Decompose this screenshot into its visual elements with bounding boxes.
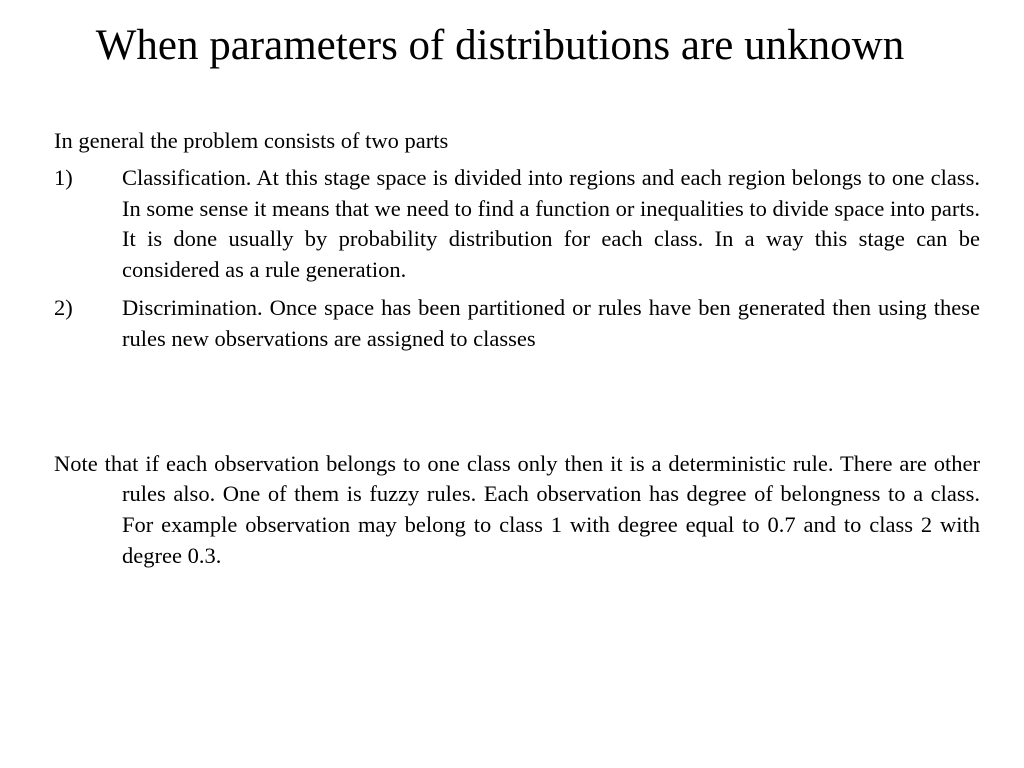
slide-title: When parameters of distributions are unknown (95, 22, 905, 69)
slide-body (54, 126, 980, 572)
list-item-text: Classification. At this stage space is divided into regions and each region belongs to one class. In some sense it means that we need to find a function or inequalities to divide space into parts. It is done usually by probability distribution for each class. In a way this stage can be considered as a rule generation. (122, 164, 980, 283)
list-item-number: 2) (54, 294, 73, 320)
list-item-text: Discrimination. Once space has been partitioned or rules have ben generated then using these rules new observations are assigned to classes (122, 294, 980, 351)
intro-paragraph: In general the problem consists of two parts (54, 128, 449, 153)
list-item-discrimination (54, 293, 980, 355)
list-item-number: 1) (54, 164, 73, 190)
note-paragraph: Note that if each observation belongs to one class only then it is a deterministic rule. There are other rules also. One of them is fuzzy rules. Each observation has degree of belongness to a class. For example observation may belong to class 1 with degree equal to 0.7 and to class 2 with degree 0.3. (54, 450, 980, 568)
list-item-classification (54, 163, 980, 286)
